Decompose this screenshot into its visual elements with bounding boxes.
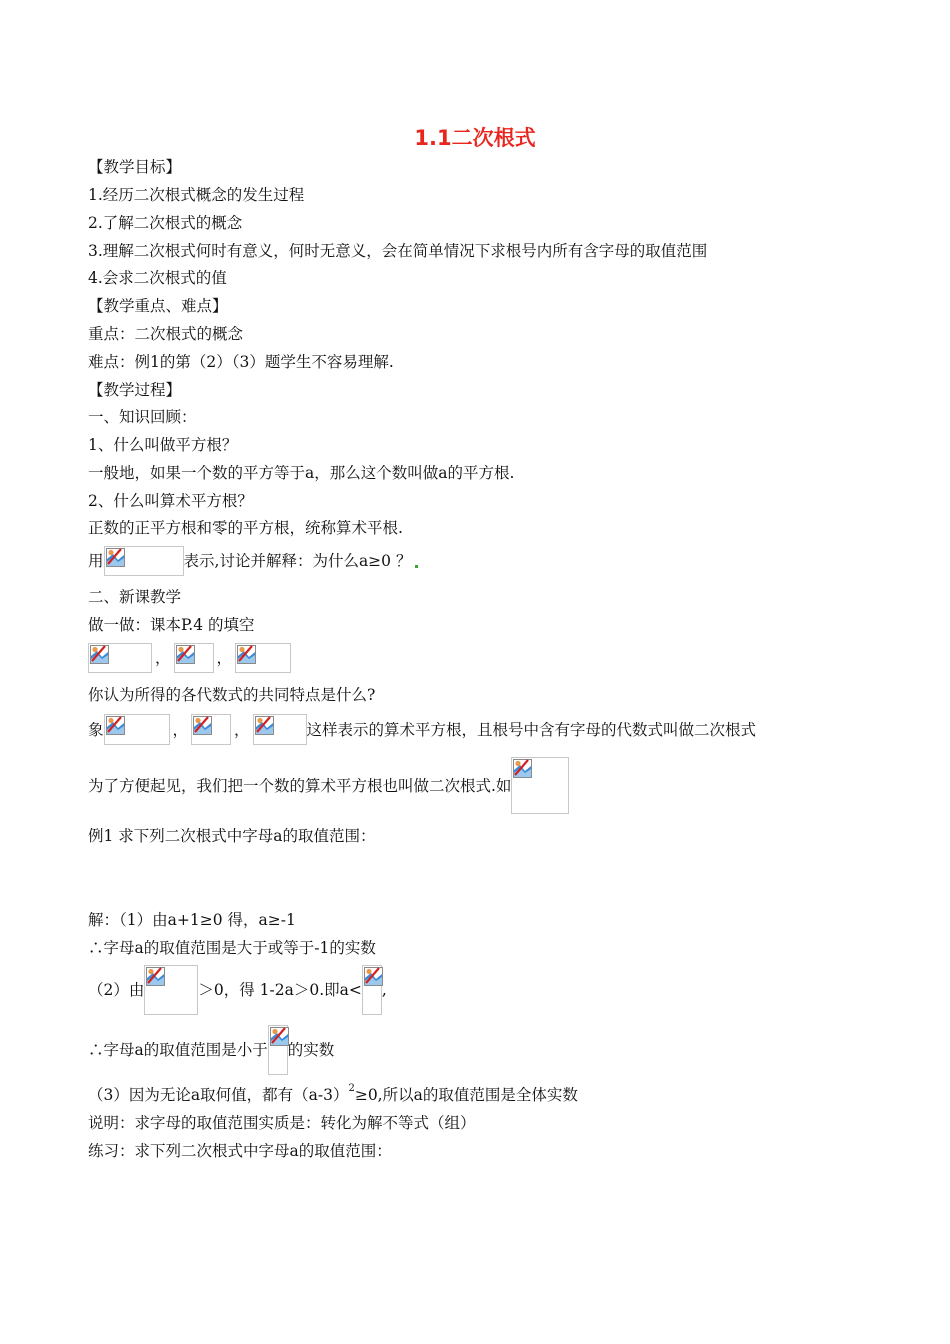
separator: ，	[155, 649, 171, 667]
separator: ，	[172, 720, 189, 739]
formula-image	[104, 546, 184, 576]
new-lesson-heading: 二、新课教学	[88, 588, 182, 606]
formula-row-1	[88, 643, 291, 673]
convention-text: 为了方便起见，我们把一个数的算术平方根也叫做二次根式.如	[88, 776, 512, 795]
question-square-root: 1、什么叫做平方根？	[88, 436, 238, 454]
convention-line	[88, 757, 569, 814]
question-arithmetic-root: 2、什么叫算术平方根？	[88, 492, 253, 510]
formula-image	[174, 643, 214, 673]
formula-image	[104, 714, 170, 745]
formula-image	[511, 757, 569, 814]
definition-line	[88, 714, 756, 745]
solution-part-2-text: ＞0，得 1-2a＞0.即a<	[198, 981, 362, 999]
formula-image	[253, 714, 307, 745]
review-heading: 一、知识回顾：	[88, 408, 197, 426]
formula-image	[144, 965, 198, 1015]
image-placeholder-icon	[106, 716, 125, 735]
formula-image	[88, 643, 152, 673]
conclusion-2-prefix: ∴字母a的取值范围是小于	[88, 1041, 268, 1059]
definition-text: 这样表示的算术平方根，且根号中含有字母的代数式叫做二次根式	[306, 720, 757, 739]
formula-image	[235, 643, 291, 673]
goal-item-1: 1.经历二次根式概念的发生过程	[88, 186, 305, 204]
image-placeholder-icon	[237, 645, 256, 664]
image-placeholder-icon	[176, 645, 195, 664]
conclusion-2-suffix: 的实数	[287, 1041, 335, 1059]
page-title: 1.1二次根式	[414, 126, 536, 150]
exercise-line: 练习：求下列二次根式中字母a的取值范围：	[88, 1142, 392, 1160]
solution-conclusion-2	[88, 1025, 334, 1075]
image-placeholder-icon	[270, 1027, 289, 1046]
section-heading-process: 【教学过程】	[88, 381, 182, 399]
try-it-line: 做一做：课本P.4 的填空	[88, 616, 255, 634]
discussion-line	[88, 546, 418, 576]
solution-part-3-prefix: （3）因为无论a取何值，都有（a-3）	[88, 1086, 349, 1104]
goal-item-2: 2.了解二次根式的概念	[88, 214, 243, 232]
explanation-line: 说明：求字母的取值范围实质是：转化为解不等式（组）	[88, 1114, 476, 1132]
section-heading-key-points: 【教学重点、难点】	[88, 297, 228, 315]
image-placeholder-icon	[513, 759, 532, 778]
separator: ，	[234, 720, 250, 739]
image-placeholder-icon	[146, 967, 165, 986]
definition-prefix: 象	[88, 720, 104, 739]
solution-part-3-suffix: ≥0,所以a的取值范围是全体实数	[354, 1086, 578, 1104]
edit-mark-icon	[415, 565, 418, 568]
separator: ，	[216, 649, 233, 667]
image-placeholder-icon	[106, 548, 125, 567]
answer-square-root: 一般地，如果一个数的平方等于a，那么这个数叫做a的平方根.	[88, 464, 515, 482]
formula-image	[268, 1025, 288, 1075]
exponent: 2	[348, 1083, 355, 1094]
image-placeholder-icon	[364, 967, 383, 986]
formula-image	[362, 965, 382, 1015]
solution-part-2-prefix: （2）由	[88, 981, 145, 999]
goal-item-3: 3.理解二次根式何时有意义，何时无意义，会在简单情况下求根号内所有含字母的取值范围	[88, 242, 708, 260]
formula-image	[191, 714, 231, 745]
section-heading-teaching-goals: 【教学目标】	[88, 158, 182, 176]
example-1: 例1 求下列二次根式中字母a的取值范围：	[88, 827, 376, 845]
solution-part-2	[88, 965, 387, 1015]
discussion-prefix: 用	[88, 552, 104, 570]
difficult-point: 难点：例1的第（2）（3）题学生不容易理解.	[88, 353, 394, 371]
discussion-text: 表示,讨论并解释：为什么a≥0 ？	[183, 552, 412, 570]
image-placeholder-icon	[90, 645, 109, 664]
solution-part-1: 解：（1）由a+1≥0 得，a≥-1	[88, 911, 296, 929]
solution-part-3	[88, 1085, 578, 1105]
answer-arithmetic-root: 正数的正平方根和零的平方根，统称算术平根.	[88, 519, 403, 537]
common-feature-question: 你认为所得的各代数式的共同特点是什么?	[88, 686, 376, 704]
solution-part-2-suffix: ,	[381, 981, 387, 999]
goal-item-4: 4.会求二次根式的值	[88, 269, 227, 287]
solution-conclusion-1: ∴字母a的取值范围是大于或等于-1的实数	[88, 939, 376, 957]
image-placeholder-icon	[193, 716, 212, 735]
image-placeholder-icon	[255, 716, 274, 735]
key-point: 重点：二次根式的概念	[88, 325, 244, 343]
